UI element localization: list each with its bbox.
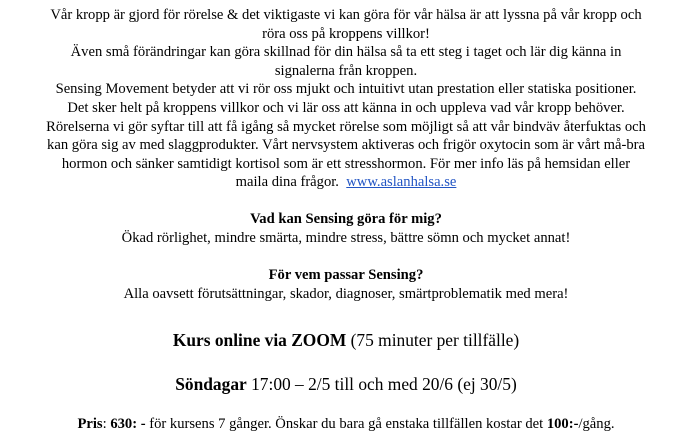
- schedule-day: Söndagar: [175, 374, 247, 395]
- intro-line: Det sker helt på kroppens villkor och vi lär oss att känna in och uppleva vad vår kropp behöver.: [67, 99, 625, 116]
- price-line: [0, 415, 692, 434]
- course-detail: (75 minuter per tillfälle): [350, 330, 520, 351]
- benefits-answer: Ökad rörlighet, mindre smärta, mindre stress, bättre sömn och mycket annat!: [121, 229, 571, 246]
- price-amount: 630: -: [110, 416, 146, 433]
- intro-line: Även små förändringar kan göra skillnad för din hälsa så ta ett steg i taget och lär dig känna in: [70, 44, 622, 61]
- website-link[interactable]: www.aslanhalsa.se: [346, 174, 457, 191]
- spacer: [0, 303, 692, 329]
- intro-line: signalerna från kroppen.: [274, 62, 418, 79]
- price-text: för kursens 7 gånger. Önskar du bara gå enstaka tillfällen kostar det: [149, 416, 544, 433]
- spacer: [0, 351, 692, 373]
- audience-answer: Alla oavsett förutsättningar, skador, diagnoser, smärtproblematik med mera!: [123, 285, 569, 302]
- schedule-detail: 17:00 – 2/5 till och med 20/6 (ej 30/5): [251, 374, 517, 395]
- intro-paragraph: [0, 0, 692, 192]
- audience-heading: För vem passar Sensing?: [268, 267, 424, 284]
- spacer: [0, 395, 692, 415]
- intro-line: kan göra sig av med slaggprodukter. Vårt nervsystem aktiveras och frigör oxytocin som är vårt må-bra: [47, 137, 645, 154]
- intro-line: Sensing Movement betyder att vi rör oss mjukt och intuitivt utan prestation eller statiska positioner.: [55, 81, 637, 98]
- spacer: [0, 247, 692, 266]
- price-single-amount: 100:-: [546, 416, 579, 433]
- price-per: /gång.: [578, 416, 615, 433]
- benefits-heading: Vad kan Sensing göra för mig?: [250, 210, 442, 227]
- intro-line: röra oss på kroppens villkor!: [262, 25, 430, 42]
- schedule-line: [0, 373, 692, 395]
- spacer: [0, 192, 692, 210]
- intro-line: Rörelserna vi gör syftar till att få igång så mycket rörelse som möjligt så att vår bindväv återfuktas och: [46, 118, 646, 135]
- course-line: [0, 329, 692, 351]
- intro-line-text: maila dina frågor.: [235, 174, 339, 191]
- price-label: Pris: [77, 416, 103, 433]
- intro-line-last: [0, 173, 692, 192]
- course-title: Kurs online via ZOOM: [172, 330, 347, 351]
- price-colon: :: [102, 416, 107, 433]
- intro-line: Vår kropp är gjord för rörelse & det viktigaste vi kan göra för vår hälsa är att lyssna på vår kropp och: [50, 7, 642, 23]
- intro-line: hormon och sänker samtidigt kortisol som är ett stresshormon. För mer info läs på hemsidan eller: [61, 155, 631, 172]
